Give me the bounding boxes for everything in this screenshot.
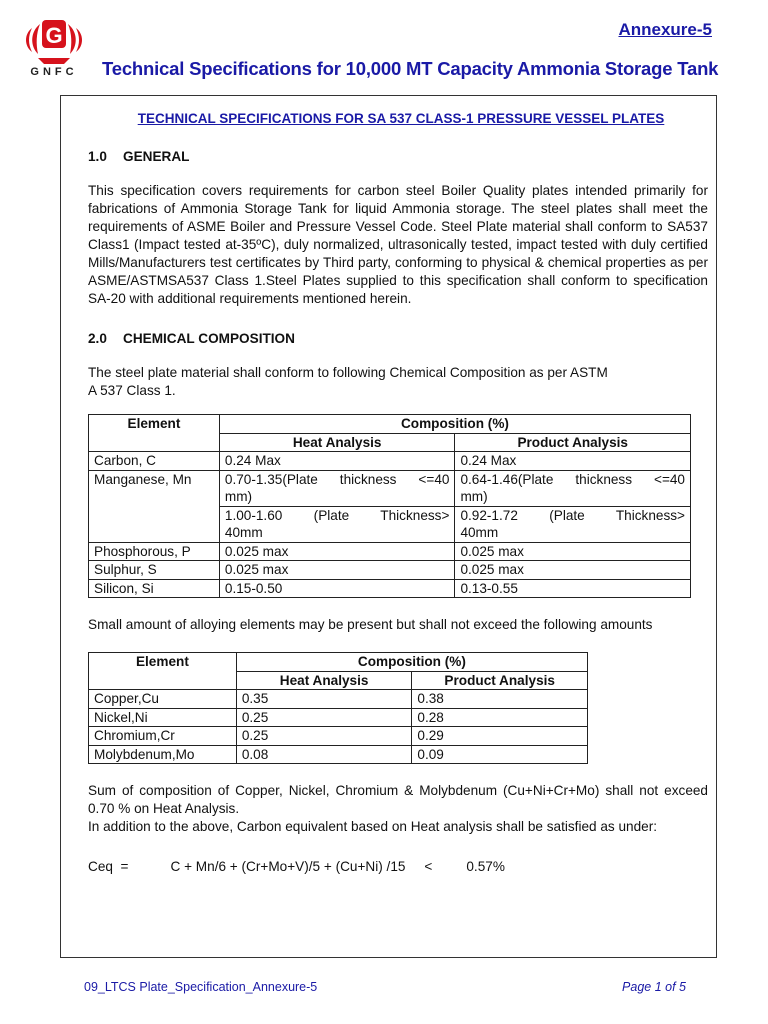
table-row (89, 470, 691, 506)
annexure-label: Annexure-5 (618, 20, 712, 39)
cell-product: 0.29 (412, 727, 588, 746)
cell-heat: 0.15-0.50 (219, 579, 455, 598)
cell-product: 0.28 (412, 708, 588, 727)
table-header-row (89, 415, 691, 434)
page-title: Technical Specifications for 10,000 MT Capacity Ammonia Storage Tank (102, 58, 719, 79)
general-paragraph: This specification covers requirements for carbon steel Boiler Quality plates intended primarily for fabrications of Ammonia Storage Tank for liquid Ammonia storage. The steel plates shall meet the requirements of ASME Boiler and Pressure Vessel Code. Steel Plate material shall conform to SA537 Class1 (Impact tested at-35ºC), duly normalized, ultrasonically tested, impact tested with duly certified Mills/Manufacturers test certificates by Third party, conforming to physical & chemical properties as per ASME/ASTMSA537 Class 1.Steel Plates supplied to this specification shall conform to specification SA-20 with additional requirements mentioned herein. (88, 183, 708, 306)
table-row (89, 708, 588, 727)
logo-text: GNFC (30, 66, 78, 78)
cell-element: Manganese, Mn (89, 470, 220, 542)
table-row (89, 561, 691, 580)
cell-heat: 0.25 (236, 708, 412, 727)
cell-heat: 0.24 Max (219, 452, 455, 471)
header-composition: Composition (%) (236, 653, 587, 672)
cell-heat (219, 470, 455, 506)
chemical-intro (88, 364, 708, 400)
cell-product (455, 506, 691, 542)
sum-paragraph: Sum of composition of Copper, Nickel, Chromium & Molybdenum (Cu+Ni+Cr+Mo) shall not exceed 0.70 % on Heat Analysis. (88, 783, 708, 816)
cell-heat (219, 506, 455, 542)
table-row (89, 452, 691, 471)
table-header-row (89, 653, 588, 672)
cell-line: mm) (224, 489, 253, 504)
cell-element: Copper,Cu (89, 690, 237, 709)
cell-product: 0.24 Max (455, 452, 691, 471)
svg-text:G: G (45, 23, 63, 48)
cell-heat: 0.35 (236, 690, 412, 709)
header-element: Element (89, 653, 237, 690)
heading-text: GENERAL (123, 149, 190, 164)
cell-heat: 0.25 (236, 727, 412, 746)
table-row (89, 727, 588, 746)
heading-chemical (88, 330, 714, 348)
chemical-composition-table (88, 414, 691, 598)
header-product-analysis: Product Analysis (455, 433, 691, 452)
header-element: Element (89, 415, 220, 452)
formula-operator: < (424, 859, 433, 874)
footer-page-number: Page 1 of 5 (622, 980, 686, 994)
cell-element: Nickel,Ni (89, 708, 237, 727)
cell-element: Silicon, Si (89, 579, 220, 598)
heading-number: 2.0 (88, 331, 107, 346)
formula-value: 0.57% (466, 859, 505, 874)
heading-text: CHEMICAL COMPOSITION (123, 331, 295, 346)
cell-line: 0.92-1.72 (Plate Thickness> (460, 507, 685, 523)
cell-element: Chromium,Cr (89, 727, 237, 746)
cell-element: Sulphur, S (89, 561, 220, 580)
cell-product: 0.38 (412, 690, 588, 709)
cell-line: 0.64-1.46(Plate thickness <=40 (460, 471, 685, 487)
formula-expression: C + Mn/6 + (Cr+Mo+V)/5 + (Cu+Ni) /15 (170, 859, 406, 874)
formula-lhs: Ceq (88, 859, 113, 874)
section-title: TECHNICAL SPECIFICATIONS FOR SA 537 CLASS-1 PRESSURE VESSEL PLATES (137, 111, 665, 126)
table-row (89, 690, 588, 709)
header-heat-analysis: Heat Analysis (219, 433, 455, 452)
cell-line: 40mm (224, 525, 263, 540)
carbon-equivalent-formula (88, 858, 714, 876)
footer-filename: 09_LTCS Plate_Specification_Annexure-5 (84, 980, 318, 994)
cell-product: 0.13-0.55 (455, 579, 691, 598)
formula-equals: = (120, 859, 129, 874)
table-row (89, 579, 691, 598)
carbon-equivalent-paragraph: In addition to the above, Carbon equivalent based on Heat analysis shall be satisfied as under: (88, 819, 658, 834)
header-composition: Composition (%) (219, 415, 690, 434)
cell-line: 1.00-1.60 (Plate Thickness> (224, 507, 450, 523)
header-heat-analysis: Heat Analysis (236, 671, 412, 690)
heading-number: 1.0 (88, 149, 107, 164)
cell-heat: 0.025 max (219, 561, 455, 580)
cell-product: 0.09 (412, 745, 588, 764)
cell-line: 40mm (460, 525, 499, 540)
alloy-intro: Small amount of alloying elements may be present but shall not exceed the following amounts (88, 617, 653, 632)
cell-product: 0.025 max (455, 542, 691, 561)
chemical-intro-line: The steel plate material shall conform to following Chemical Composition as per ASTM (88, 365, 608, 380)
heading-general (88, 148, 714, 166)
cell-element: Carbon, C (89, 452, 220, 471)
chemical-intro-line: A 537 Class 1. (88, 383, 176, 398)
cell-heat: 0.025 max (219, 542, 455, 561)
table-row (89, 745, 588, 764)
cell-product: 0.025 max (455, 561, 691, 580)
cell-heat: 0.08 (236, 745, 412, 764)
alloying-elements-table (88, 652, 588, 764)
cell-line: 0.70-1.35(Plate thickness <=40 (224, 471, 450, 487)
cell-product (455, 470, 691, 506)
table-row (89, 542, 691, 561)
cell-line: mm) (460, 489, 488, 504)
document-content (88, 108, 714, 876)
header-product-analysis: Product Analysis (412, 671, 588, 690)
cell-element: Phosphorous, P (89, 542, 220, 561)
cell-element: Molybdenum,Mo (89, 745, 237, 764)
